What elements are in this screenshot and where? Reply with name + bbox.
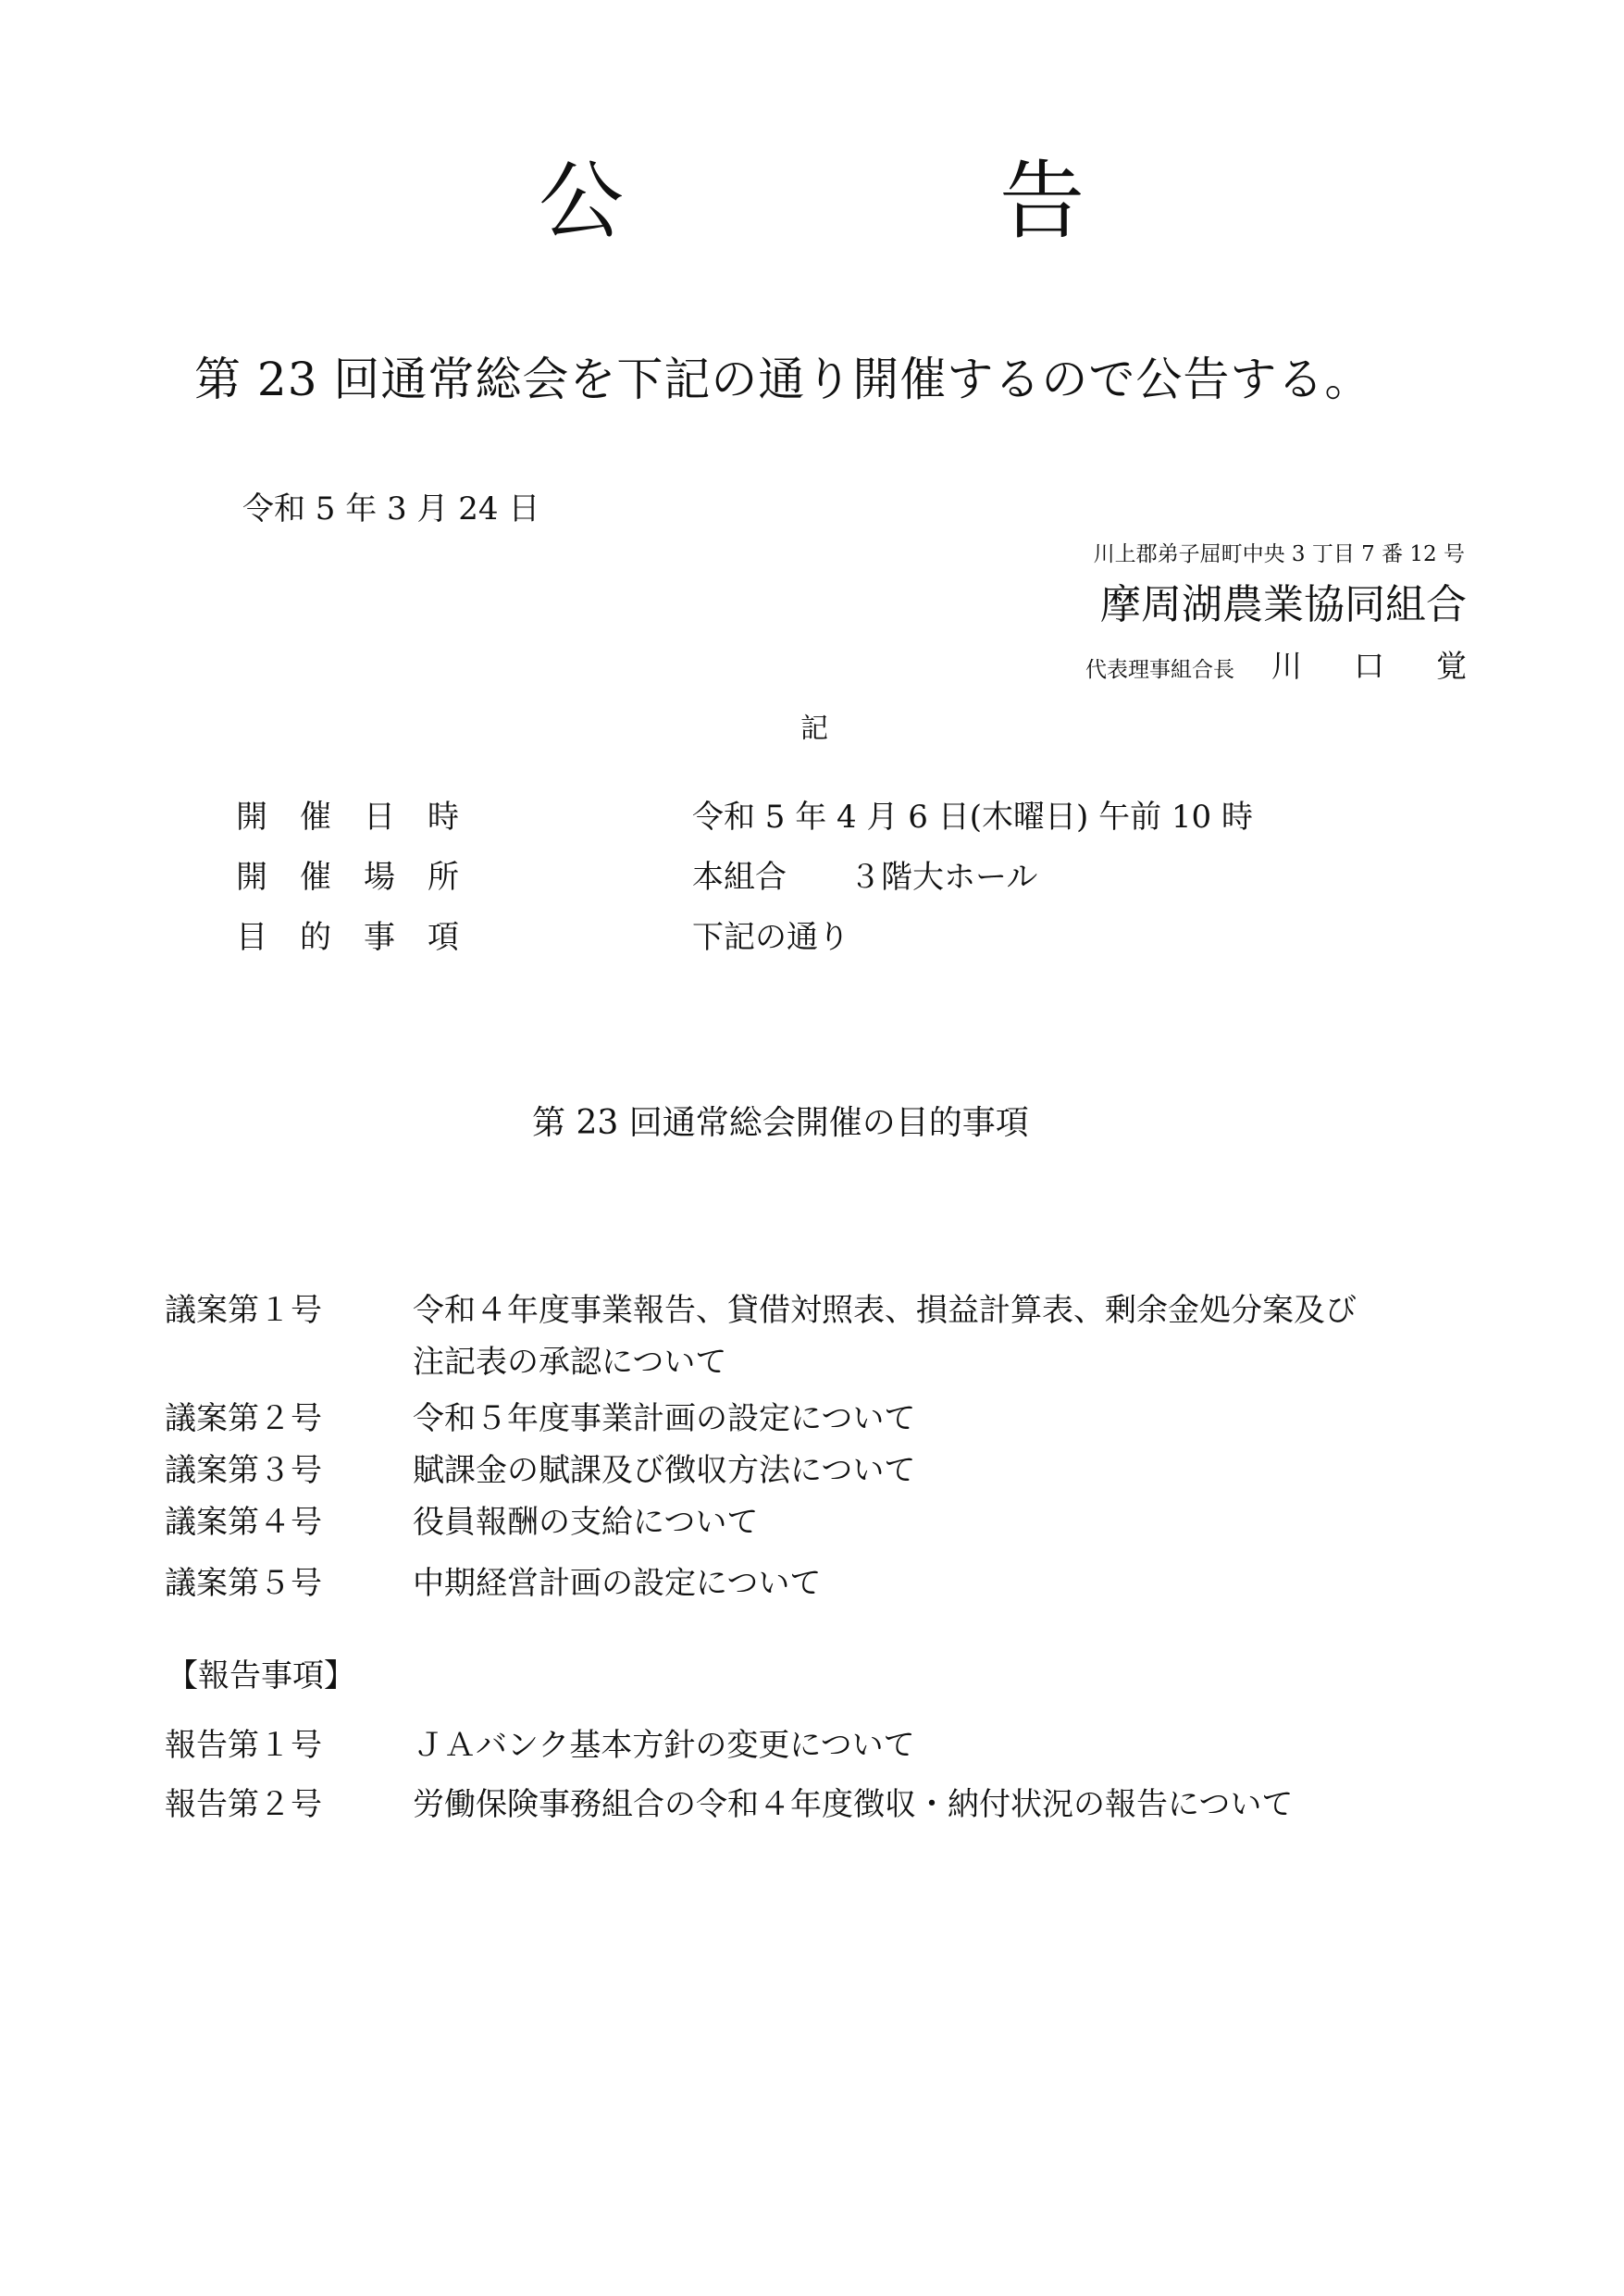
issuer-organization: 摩周湖農業協同組合 — [1100, 581, 1467, 628]
issuer-address: 川上郡弟子屈町中央 3 丁目 7 番 12 号 — [1093, 542, 1465, 566]
representative-title: 代表理事組合長 — [1085, 658, 1234, 682]
detail-label-purpose: 目的事項 — [236, 919, 491, 956]
detail-label-datetime: 開催日時 — [236, 799, 491, 836]
agenda-text-4: 役員報酬の支給について — [413, 1504, 759, 1541]
agenda-label-2: 議案第２号 — [165, 1400, 322, 1437]
agenda-label-3: 議案第３号 — [165, 1452, 322, 1489]
agenda-text-1: 令和４年度事業報告、貸借対照表、損益計算表、剰余金処分案及び — [413, 1292, 1357, 1329]
agenda-text-1-continued: 注記表の承認について — [413, 1344, 727, 1381]
report-label-2: 報告第２号 — [165, 1786, 322, 1823]
report-text-2: 労働保険事務組合の令和４年度徴収・納付状況の報告について — [413, 1786, 1294, 1823]
agenda-label-1: 議案第１号 — [165, 1292, 322, 1329]
agenda-label-4: 議案第４号 — [165, 1504, 322, 1541]
agenda-label-5: 議案第５号 — [165, 1565, 322, 1602]
title-char-left: 公 — [539, 152, 625, 251]
report-text-1: ＪＡバンク基本方針の変更について — [413, 1727, 915, 1764]
ki-heading: 記 — [800, 713, 828, 745]
detail-value-datetime: 令和 5 年 4 月 6 日(木曜日) 午前 10 時 — [692, 799, 1253, 836]
agenda-text-2: 令和５年度事業計画の設定について — [413, 1400, 916, 1437]
issuer-representative — [1085, 642, 1519, 686]
representative-name: 川口覚 — [1271, 648, 1519, 684]
detail-value-venue: 本組合 ３階大ホール — [692, 859, 1038, 896]
agenda-text-5: 中期経営計画の設定について — [413, 1565, 822, 1602]
notice-date: 令和 5 年 3 月 24 日 — [242, 490, 540, 527]
report-heading: 【報告事項】 — [167, 1657, 355, 1694]
purpose-title: 第 23 回通常総会開催の目的事項 — [532, 1104, 1029, 1142]
agenda-text-3: 賦課金の賦課及び徴収方法について — [413, 1452, 916, 1489]
detail-label-venue: 開催場所 — [236, 859, 491, 896]
intro-sentence: 第 23 回通常総会を下記の通り開催するので公告する。 — [194, 353, 1372, 406]
title-char-right: 告 — [999, 152, 1085, 251]
detail-value-purpose: 下記の通り — [692, 919, 849, 956]
report-label-1: 報告第１号 — [165, 1727, 322, 1764]
